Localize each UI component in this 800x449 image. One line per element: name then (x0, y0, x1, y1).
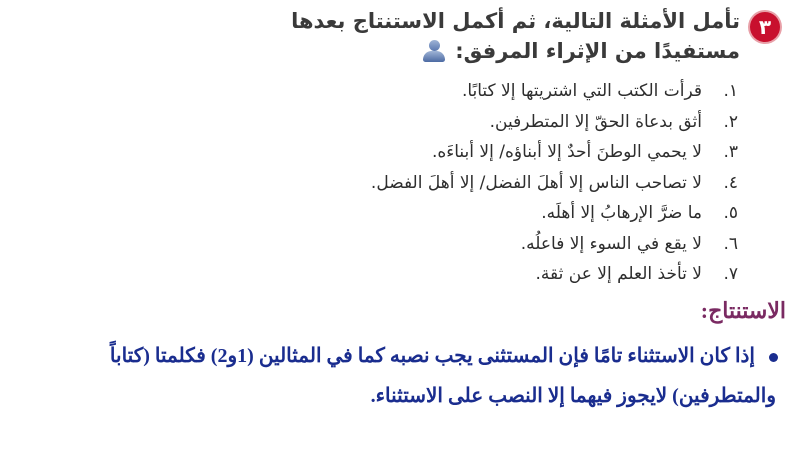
example-number: ٤. (723, 172, 738, 193)
example-number: ٢. (723, 111, 738, 132)
example-number: ٧. (723, 264, 738, 285)
question-number-badge: ٣ (750, 12, 780, 42)
example-item (218, 107, 738, 138)
conclusion-line-1: إذا كان الاستثناء تامًا فإن المستثنى يجب نصبه كما في المثالين (1و2) فكلمتا (كتاباً (109, 345, 755, 367)
user-icon-head (429, 40, 440, 51)
conclusion-text (18, 336, 778, 416)
example-item (218, 198, 738, 229)
examples-list (218, 76, 738, 290)
bullet-icon (769, 353, 778, 362)
instruction-line-2: مستفيدًا من الإثراء المرفق: (455, 39, 740, 63)
example-text: قرأت الكتب التي اشتريتها إلا كتابًا. (461, 81, 702, 102)
instruction-line-2-row (180, 36, 740, 66)
example-number: ٥. (723, 203, 738, 224)
example-text: أثق بدعاة الحقّ إلا المتطرفين. (489, 111, 702, 132)
example-item (218, 137, 738, 168)
example-number: ١. (723, 81, 738, 102)
example-item (218, 229, 738, 260)
instruction-line-1: تأمل الأمثلة التالية، ثم أكمل الاستنتاج بعدها (291, 9, 740, 33)
example-text: لا يحمي الوطنَ أحدٌ إلا أبناؤه/ إلا أبناءَه. (431, 142, 702, 163)
user-icon-body (423, 51, 445, 62)
example-number: ٦. (723, 233, 738, 254)
example-text: لا تأخذ العلم إلا عن ثقة. (535, 264, 702, 285)
instruction (180, 6, 740, 66)
conclusion-line-1-row (18, 336, 778, 376)
conclusion-line-2: والمتطرفين) لايجوز فيهما إلا النصب على الاستثناء. (370, 385, 776, 407)
example-text: لا تصاحب الناس إلا أهلَ الفضل/ إلا أهلَ الفضل. (370, 172, 702, 193)
conclusion-title: الاستنتاج: (700, 298, 786, 323)
example-item (218, 76, 738, 107)
example-item (218, 259, 738, 290)
example-item (218, 168, 738, 199)
example-number: ٣. (723, 142, 738, 163)
example-text: لا يقع في السوء إلا فاعلُه. (520, 233, 702, 254)
example-text: ما ضرَّ الإرهابُ إلا أهلَه. (541, 203, 702, 224)
user-icon[interactable] (421, 40, 447, 62)
